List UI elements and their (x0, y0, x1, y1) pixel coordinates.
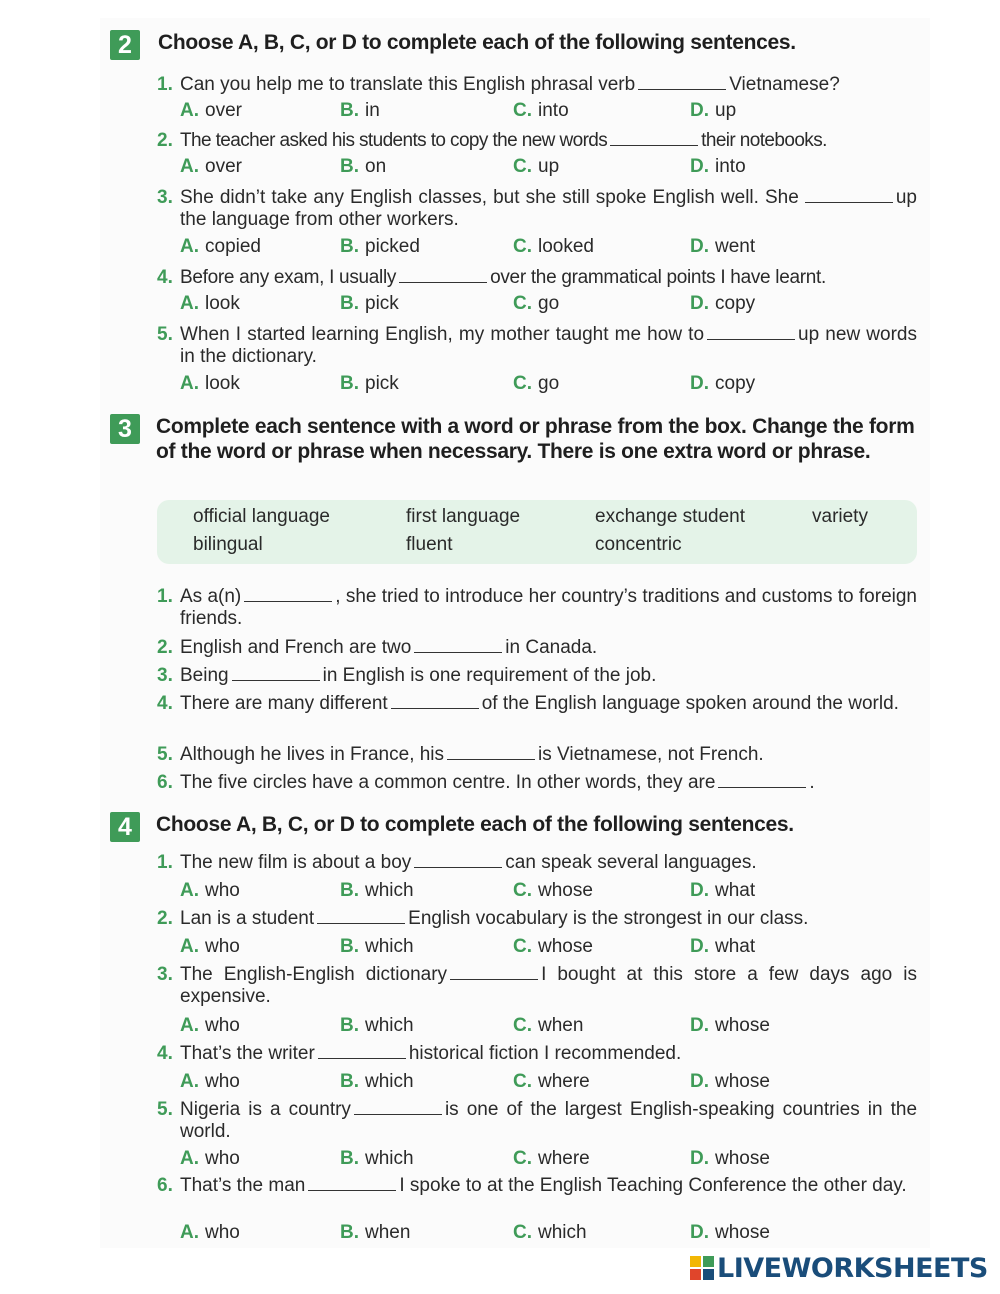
section-number: 2 (110, 30, 140, 60)
question-number: 1. (157, 852, 173, 873)
question-text: Although he lives in France, his (180, 744, 445, 765)
option-c[interactable]: C. go (513, 373, 560, 394)
option-d[interactable]: D. what (690, 880, 756, 901)
answer-blank[interactable] (399, 268, 487, 283)
option-d[interactable]: D. whose (690, 1015, 770, 1036)
question (157, 1099, 917, 1143)
option-c[interactable]: C. looked (513, 236, 594, 257)
option-b[interactable]: B. which (340, 880, 414, 901)
section-4-header (110, 812, 916, 842)
answer-blank[interactable] (610, 131, 698, 146)
option-a[interactable]: A. who (180, 1015, 240, 1036)
section-number: 3 (110, 414, 140, 444)
answer-blank[interactable] (718, 773, 806, 788)
question-text: The new film is about a boy (180, 852, 412, 873)
section-2-header (110, 30, 918, 60)
question-text: That’s the writer (180, 1043, 315, 1064)
word-box-item: variety (812, 506, 868, 527)
word-box-item: concentric (595, 534, 682, 555)
question-text: in English is one requirement of the job. (322, 665, 657, 686)
question (157, 1043, 917, 1065)
answer-blank[interactable] (638, 75, 726, 90)
option-d[interactable]: D. whose (690, 1071, 770, 1092)
option-a[interactable]: A. who (180, 1222, 240, 1243)
option-c[interactable]: C. where (513, 1071, 590, 1092)
option-d[interactable]: D. what (690, 936, 756, 957)
question (157, 267, 917, 289)
question-number: 2. (157, 908, 173, 929)
question-number: 5. (157, 324, 173, 345)
answer-blank[interactable] (414, 853, 502, 868)
option-d[interactable]: D. copy (690, 373, 756, 394)
answer-options (180, 1071, 920, 1095)
section-3-header (110, 414, 916, 464)
option-b[interactable]: B. picked (340, 236, 420, 257)
option-a[interactable]: A. who (180, 936, 240, 957)
question-text: their notebooks. (701, 130, 827, 151)
answer-blank[interactable] (244, 587, 332, 602)
option-c[interactable]: C. into (513, 100, 569, 121)
question-text: Lan is a student (180, 908, 315, 929)
question-number: 2. (157, 130, 173, 151)
question-text: Before any exam, I usually (180, 267, 397, 288)
answer-options (180, 100, 920, 124)
question-text: historical fiction I recommended. (408, 1043, 682, 1064)
worksheet-page (100, 18, 930, 1248)
option-b[interactable]: B. when (340, 1222, 411, 1243)
option-d[interactable]: D. whose (690, 1222, 770, 1243)
question-text: in Canada. (505, 637, 598, 658)
answer-blank[interactable] (805, 188, 893, 203)
question-text: up the language from other workers. (180, 187, 917, 230)
question-text: She didn’t take any English classes, but she still spoke English well. She (180, 187, 799, 208)
answer-blank[interactable] (318, 1044, 406, 1059)
option-d[interactable]: D. went (690, 236, 756, 257)
word-box (157, 500, 917, 564)
question-number: 3. (157, 187, 173, 208)
option-d[interactable]: D. copy (690, 293, 756, 314)
option-c[interactable]: C. go (513, 293, 560, 314)
option-a[interactable]: A. over (180, 100, 242, 121)
question-number: 1. (157, 586, 173, 607)
question-text: Nigeria is a country (180, 1099, 351, 1120)
question (157, 744, 917, 766)
option-a[interactable]: A. who (180, 1148, 240, 1169)
question-text: As a(n) (180, 586, 242, 607)
question-text: of the English language spoken around the world. (481, 693, 899, 714)
option-c[interactable]: C. whose (513, 936, 593, 957)
question-text: There are many different (180, 693, 388, 714)
answer-options (180, 1148, 920, 1172)
option-c[interactable]: C. up (513, 156, 560, 177)
question-text: Can you help me to translate this English phrasal verb (180, 74, 636, 95)
question-text: , she tried to introduce her country’s traditions and customs to foreign friends. (180, 586, 917, 629)
answer-blank[interactable] (308, 1176, 396, 1191)
answer-options (180, 880, 920, 904)
question-number: 3. (157, 665, 173, 686)
option-d[interactable]: D. whose (690, 1148, 770, 1169)
question (157, 586, 917, 630)
option-c[interactable]: C. where (513, 1148, 590, 1169)
answer-options (180, 156, 920, 180)
answer-blank[interactable] (447, 745, 535, 760)
answer-blank[interactable] (414, 638, 502, 653)
question-text: over the grammatical points I have learnt. (490, 267, 826, 288)
option-c[interactable]: C. when (513, 1015, 584, 1036)
question-number: 1. (157, 74, 173, 95)
question-text: . (809, 772, 815, 793)
option-b[interactable]: B. on (340, 156, 387, 177)
question-text: The English-English dictionary (180, 964, 448, 985)
liveworksheets-logo[interactable] (690, 1252, 988, 1284)
question-text: can speak several languages. (505, 852, 757, 873)
question-text: I bought at this store a few days ago is expensive. (180, 964, 917, 1007)
question-text: Vietnamese? (729, 74, 840, 95)
option-b[interactable]: B. which (340, 1071, 414, 1092)
option-a[interactable]: A. over (180, 156, 242, 177)
option-b[interactable]: B. pick (340, 373, 399, 394)
question-text: is Vietnamese, not French. (538, 744, 764, 765)
option-b[interactable]: B. which (340, 936, 414, 957)
answer-options (180, 936, 920, 960)
question (157, 187, 917, 231)
option-a[interactable]: A. who (180, 1071, 240, 1092)
question-text: When I started learning English, my mother taught me how to (180, 324, 705, 345)
section-title: Choose A, B, C, or D to complete each of the following sentences. (158, 31, 796, 54)
word-box-item: first language (406, 506, 521, 527)
question-text: English and French are two (180, 637, 412, 658)
option-b[interactable]: B. in (340, 100, 380, 121)
option-a[interactable]: A. look (180, 373, 240, 394)
answer-blank[interactable] (354, 1100, 442, 1115)
question-text: That’s the man (180, 1175, 306, 1196)
answer-options (180, 1015, 920, 1039)
question (157, 772, 917, 794)
answer-options (180, 373, 920, 397)
section-number: 4 (110, 812, 140, 842)
question (157, 964, 917, 1008)
word-box-item: exchange student (595, 506, 746, 527)
question-number: 5. (157, 744, 173, 765)
question (157, 74, 917, 96)
option-b[interactable]: B. pick (340, 293, 399, 314)
question (157, 130, 917, 152)
section-title: Choose A, B, C, or D to complete each of the following sentences. (156, 813, 794, 836)
question (157, 324, 917, 368)
answer-blank[interactable] (707, 325, 795, 340)
option-c[interactable]: C. whose (513, 880, 593, 901)
answer-blank[interactable] (450, 965, 538, 980)
answer-blank[interactable] (391, 694, 479, 709)
question (157, 908, 917, 930)
word-box-item: official language (193, 506, 330, 527)
question-number: 5. (157, 1099, 173, 1120)
question-number: 6. (157, 772, 173, 793)
option-b[interactable]: B. which (340, 1015, 414, 1036)
option-a[interactable]: A. who (180, 880, 240, 901)
answer-blank[interactable] (232, 666, 320, 681)
option-b[interactable]: B. which (340, 1148, 414, 1169)
answer-options (180, 1222, 920, 1246)
liveworksheets-icon (690, 1256, 714, 1280)
word-box-item: bilingual (193, 534, 263, 555)
brand-name: LIVEWORKSHEETS (717, 1252, 988, 1284)
option-a[interactable]: A. copied (180, 236, 261, 257)
question-text: Being (180, 665, 229, 686)
answer-blank[interactable] (317, 909, 405, 924)
question (157, 1175, 917, 1197)
section-title: Complete each sentence with a word or phrase from the box. Change the form of the word or phrase when necessary. There is one extra word or phrase. (156, 415, 915, 463)
option-c[interactable]: C. which (513, 1222, 587, 1243)
question-text: up new words in the dictionary. (180, 324, 917, 367)
question-text: The teacher asked his students to copy the new words (180, 130, 608, 151)
question (157, 665, 917, 687)
question-number: 2. (157, 637, 173, 658)
question-number: 4. (157, 1043, 173, 1064)
option-d[interactable]: D. up (690, 100, 737, 121)
question-text: English vocabulary is the strongest in our class. (408, 908, 809, 929)
option-a[interactable]: A. look (180, 293, 240, 314)
question-text: I spoke to at the English Teaching Conference the other day. (399, 1175, 907, 1196)
question (157, 693, 917, 715)
word-box-item: fluent (406, 534, 453, 555)
answer-options (180, 293, 920, 317)
question-number: 3. (157, 964, 173, 985)
option-d[interactable]: D. into (690, 156, 746, 177)
question-text: is one of the largest English-speaking countries in the world. (180, 1099, 918, 1142)
question-number: 6. (157, 1175, 173, 1196)
question (157, 852, 917, 874)
question-number: 4. (157, 693, 173, 714)
answer-options (180, 236, 920, 260)
question (157, 637, 917, 659)
question-text: The five circles have a common centre. In other words, they are (180, 772, 716, 793)
question-number: 4. (157, 267, 173, 288)
